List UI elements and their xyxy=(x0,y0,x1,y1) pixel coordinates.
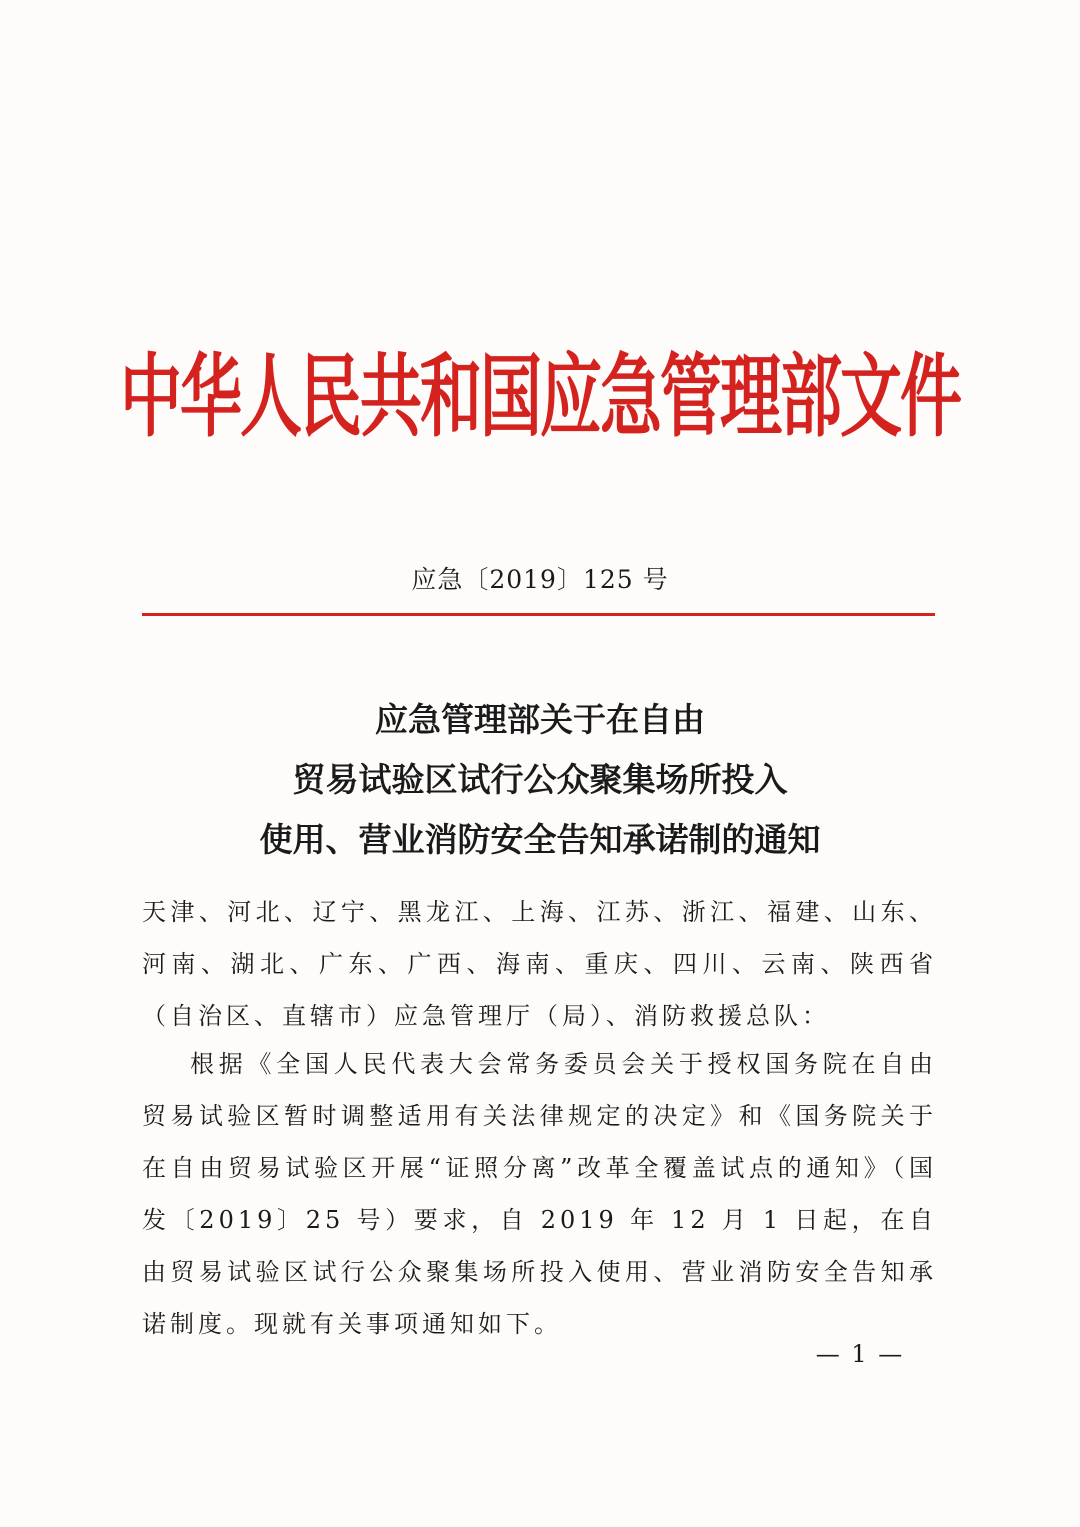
document-title xyxy=(0,690,1080,870)
document-number: 应急〔2019〕125 号 xyxy=(411,565,669,594)
recipients-text: 天津、河北、辽宁、黑龙江、上海、江苏、浙江、福建、山东、河南、湖北、广东、广西、海南、重庆、四川、云南、陕西省（自治区、直辖市）应急管理厅（局）、消防救援总队： xyxy=(142,898,937,1030)
document-header: 中华人民共和国应急管理部文件 xyxy=(119,343,960,450)
body-paragraph: 根据《全国人民代表大会常务委员会关于授权国务院在自由贸易试验区暂时调整适用有关法律规定的决定》和《国务院关于在自由贸易试验区开展“证照分离”改革全覆盖试点的通知》（国发〔2019〕25 号）要求，自 2019 年 12 月 1 日起，在自由贸易试验区试行公众聚集场所投入使用、营业消防安全告知承诺制度。现就有关事项通知如下。 xyxy=(142,1050,937,1338)
title-line-2: 贸易试验区试行公众聚集场所投入 xyxy=(292,760,788,799)
title-line-1: 应急管理部关于在自由 xyxy=(375,700,705,739)
red-divider xyxy=(142,613,935,616)
title-line-3: 使用、营业消防安全告知承诺制的通知 xyxy=(259,820,821,859)
page-number: — 1 — xyxy=(815,1340,905,1368)
